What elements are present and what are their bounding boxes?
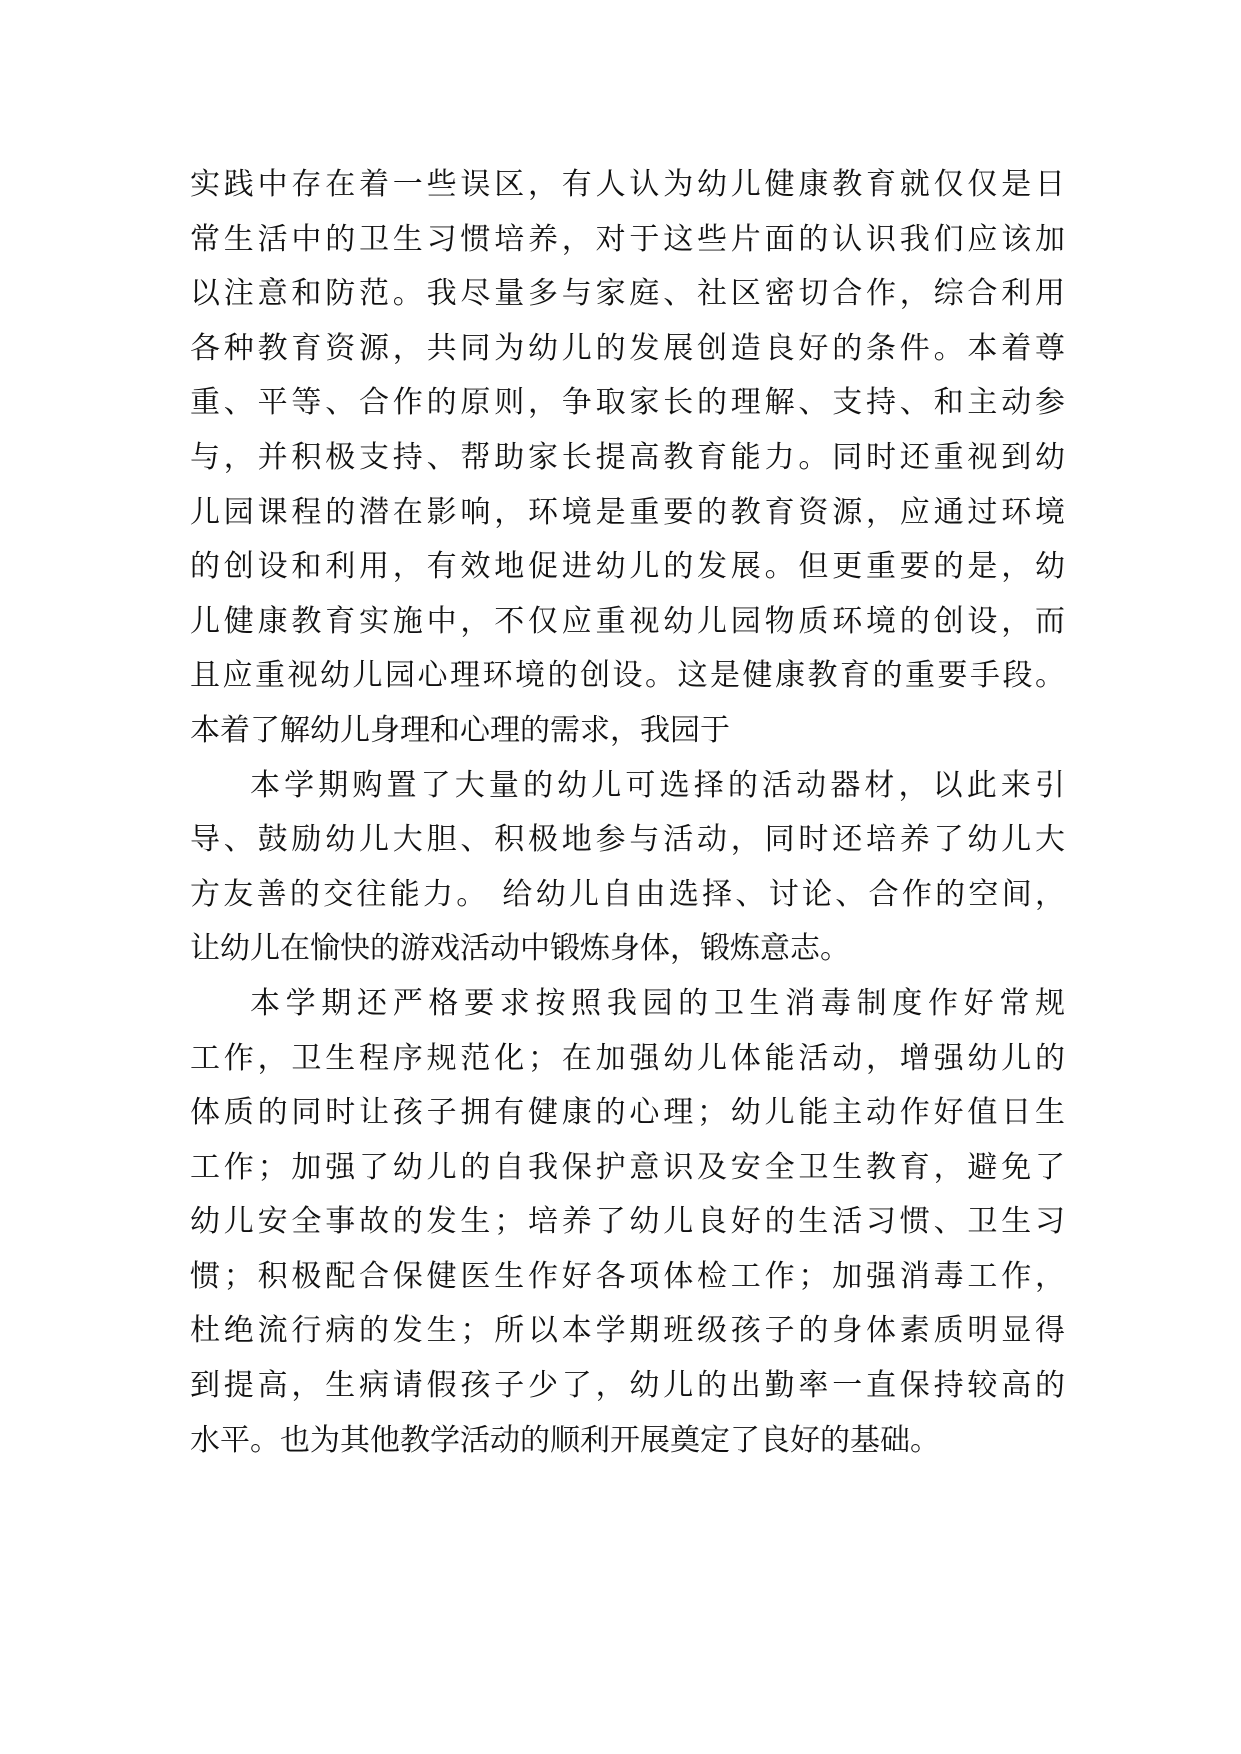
text-line: 水平。也为其他教学活动的顺利开展奠定了良好的基础。 [190, 1422, 940, 1458]
text-line: 的创设和利用，有效地促进幼儿的发展。但更重要的是，幼 [190, 549, 1065, 585]
text-line: 各种教育资源，共同为幼儿的发展创造良好的条件。本着尊 [190, 330, 1065, 366]
text-line: 导、鼓励幼儿大胆、积极地参与活动，同时还培养了幼儿大 [190, 822, 1065, 858]
text-line: 工作，卫生程序规范化；在加强幼儿体能活动，增强幼儿的 [190, 1040, 1065, 1076]
text-line: 且应重视幼儿园心理环境的创设。这是健康教育的重要手段。 [190, 658, 1065, 694]
text-line: 与，并积极支持、帮助家长提高教育能力。同时还重视到幼 [190, 439, 1065, 475]
document-body [190, 158, 1065, 1468]
text-line: 惯；积极配合保健医生作好各项体检工作；加强消毒工作， [190, 1258, 1065, 1294]
text-line: 儿园课程的潜在影响，环境是重要的教育资源，应通过环境 [190, 494, 1065, 530]
text-line: 常生活中的卫生习惯培养，对于这些片面的认识我们应该加 [190, 221, 1065, 257]
text-line: 以注意和防范。我尽量多与家庭、社区密切合作，综合利用 [190, 276, 1065, 312]
text-line: 方友善的交往能力。 给幼儿自由选择、讨论、合作的空间， [190, 876, 1065, 912]
text-line: 让幼儿在愉快的游戏活动中锻炼身体，锻炼意志。 [190, 931, 850, 967]
text-line: 幼儿安全事故的发生；培养了幼儿良好的生活习惯、卫生习 [190, 1204, 1065, 1240]
text-line: 体质的同时让孩子拥有健康的心理；幼儿能主动作好值日生 [190, 1095, 1065, 1131]
text-line: 本着了解幼儿身理和心理的需求，我园于 [190, 712, 730, 748]
text-line: 实践中存在着一些误区，有人认为幼儿健康教育就仅仅是日 [190, 167, 1065, 202]
text-line: 到提高，生病请假孩子少了，幼儿的出勤率一直保持较高的 [190, 1368, 1065, 1404]
paragraph-3 [190, 977, 1065, 1468]
text-line: 重、平等、合作的原则，争取家长的理解、支持、和主动参 [190, 385, 1065, 421]
paragraph-1 [190, 158, 1065, 759]
text-line: 本学期还严格要求按照我园的卫生消毒制度作好常规 [250, 985, 1065, 1021]
text-line: 儿健康教育实施中，不仅应重视幼儿园物质环境的创设，而 [190, 603, 1065, 639]
text-line: 工作；加强了幼儿的自我保护意识及安全卫生教育，避免了 [190, 1149, 1065, 1185]
paragraph-2 [190, 759, 1065, 977]
text-line: 本学期购置了大量的幼儿可选择的活动器材，以此来引 [250, 767, 1065, 803]
text-line: 杜绝流行病的发生；所以本学期班级孩子的身体素质明显得 [190, 1313, 1065, 1349]
